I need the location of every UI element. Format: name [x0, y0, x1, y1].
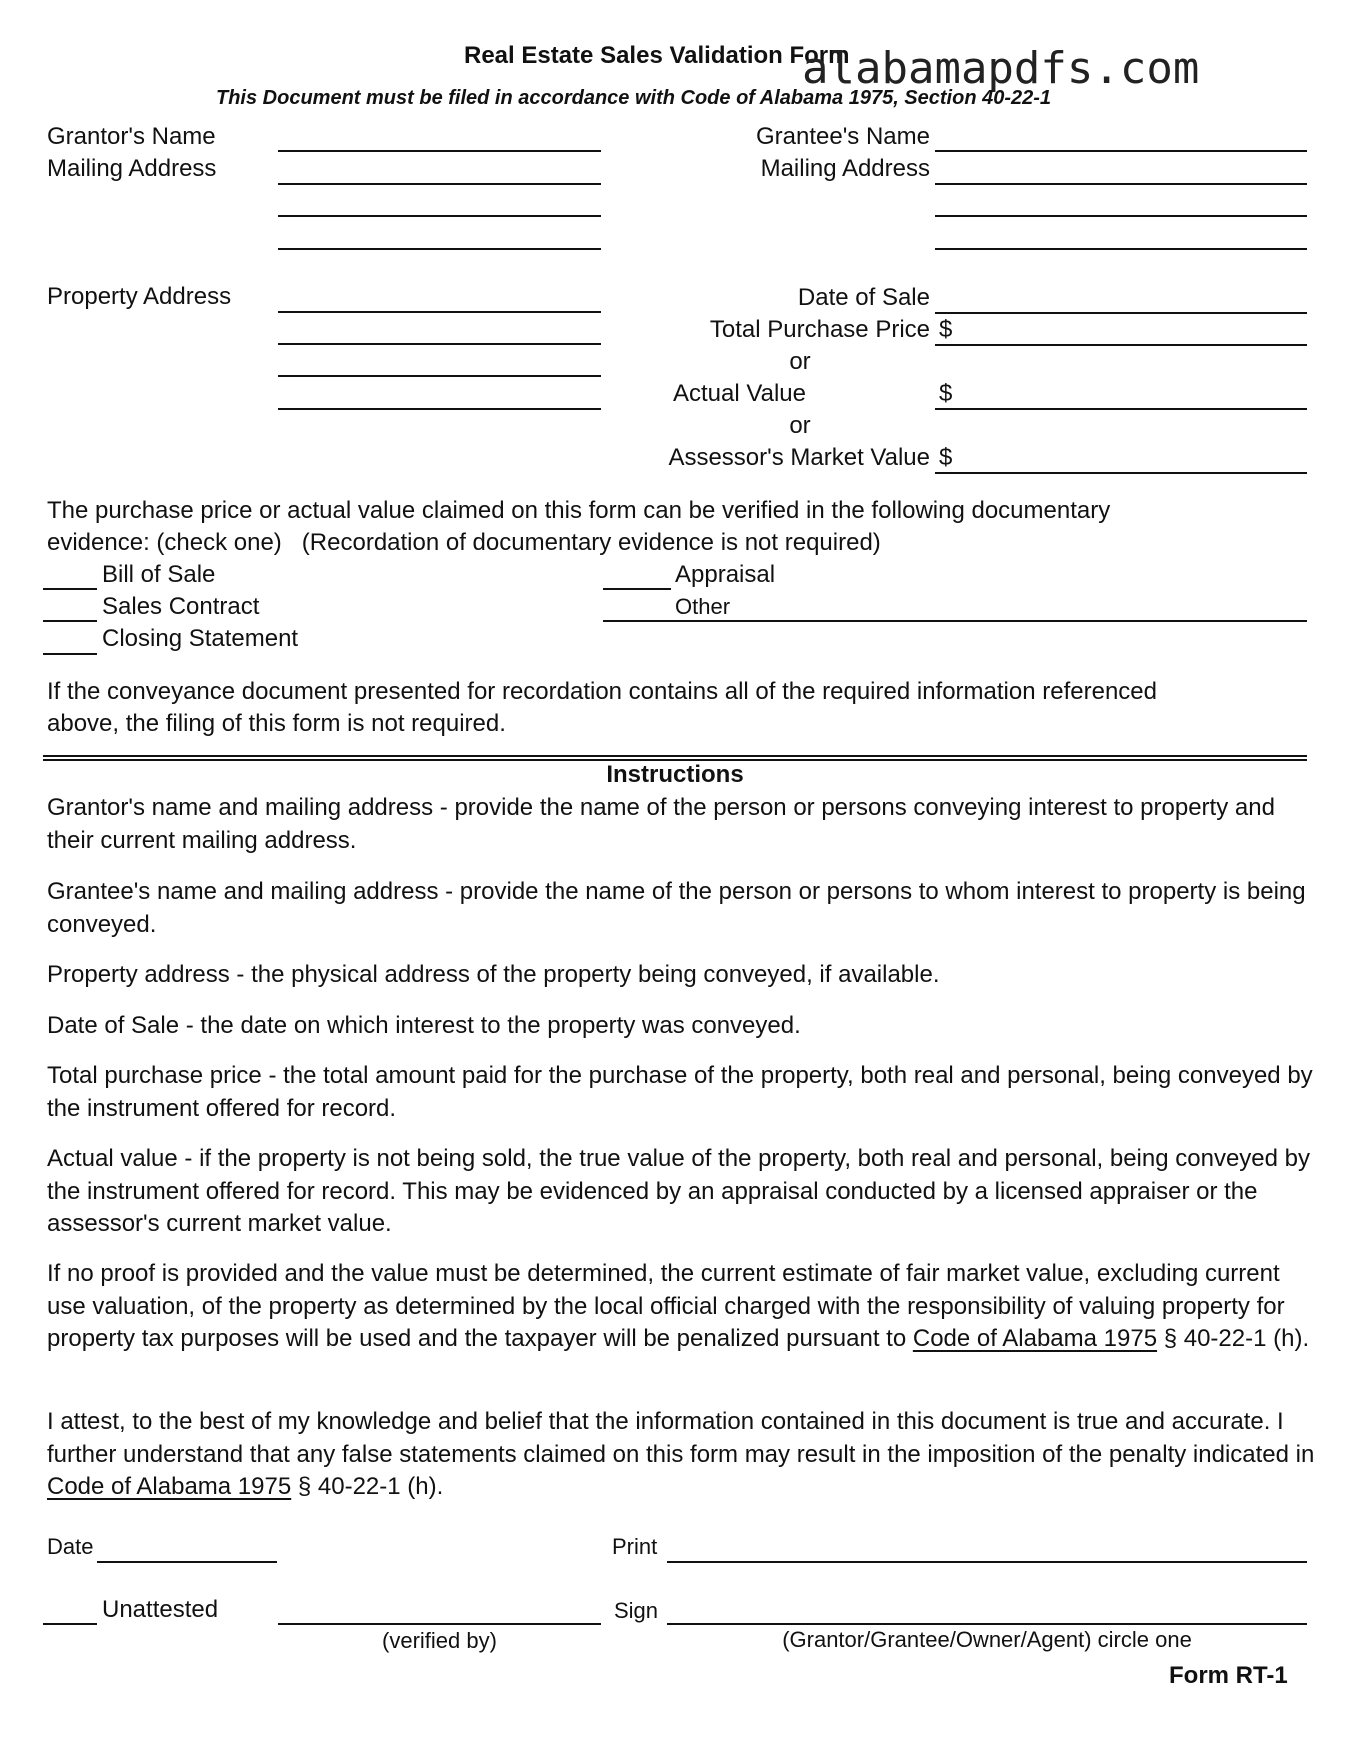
no-proof-text: If no proof is provided and the value must be determined, the current estimate of fair market value, excluding current use valuation, of the property as determined by the local official charged with the responsibility of valuing property for property tax purposes will be used and the taxpayer will be penalized pursuant to — [47, 1260, 1285, 1352]
grantor-mailing-field-2[interactable] — [278, 215, 601, 217]
other-specify-field[interactable] — [671, 620, 1307, 622]
print-label: Print — [612, 1534, 658, 1559]
grantor-name-field[interactable] — [278, 150, 601, 152]
instructions-heading: Instructions — [606, 761, 744, 788]
purchase-price-dollar: $ — [939, 316, 953, 343]
no-proof-section: § 40-22-1 (h). — [1163, 1325, 1310, 1352]
or-separator-2: or — [789, 412, 811, 439]
bill-of-sale-label: Bill of Sale — [102, 561, 216, 588]
grantor-name-label: Grantor's Name — [47, 123, 216, 150]
grantee-mailing-label: Mailing Address — [760, 155, 930, 182]
other-label: Other — [675, 594, 731, 619]
unattested-checkbox[interactable] — [43, 1623, 97, 1625]
property-address-field-2[interactable] — [278, 343, 601, 345]
actual-value-dollar: $ — [939, 380, 953, 407]
signature-field[interactable] — [667, 1623, 1307, 1625]
actual-value-field[interactable] — [935, 408, 1307, 410]
instruction-grantor: Grantor's name and mailing address - provide the name of the person or persons conveying interest to property and their current mailing address. — [47, 794, 1275, 854]
total-purchase-price-label: Total Purchase Price — [709, 316, 930, 343]
assessor-value-field[interactable] — [935, 472, 1307, 474]
attestation — [47, 1406, 1317, 1504]
date-of-sale-field[interactable] — [935, 312, 1307, 314]
closing-statement-label: Closing Statement — [102, 625, 299, 652]
instruction-date-of-sale: Date of Sale - the date on which interest to the property was conveyed. — [47, 1012, 801, 1039]
closing-statement-checkbox[interactable] — [43, 653, 97, 655]
property-address-field-3[interactable] — [278, 375, 601, 377]
date-label: Date — [47, 1534, 94, 1559]
appraisal-checkbox[interactable] — [603, 588, 671, 590]
actual-value-label: Actual Value — [673, 380, 806, 407]
section-divider-top — [43, 755, 1307, 757]
grantee-name-label: Grantee's Name — [756, 123, 930, 150]
date-field[interactable] — [97, 1561, 277, 1563]
total-purchase-price-field[interactable] — [935, 344, 1307, 346]
grantee-mailing-field-3[interactable] — [935, 248, 1307, 250]
grantee-mailing-field-2[interactable] — [935, 215, 1307, 217]
sign-label: Sign — [614, 1598, 659, 1623]
instruction-grantee: Grantee's name and mailing address - provide the name of the person or persons to whom interest to property is being conveyed. — [47, 878, 1306, 938]
property-address-field-4[interactable] — [278, 408, 601, 410]
appraisal-label: Appraisal — [675, 561, 776, 588]
evidence-text-line1: The purchase price or actual value claimed on this form can be verified in the following documentary — [47, 497, 1111, 524]
sales-contract-label: Sales Contract — [102, 593, 260, 620]
sales-contract-checkbox[interactable] — [43, 620, 97, 622]
grantee-mailing-field-1[interactable] — [935, 183, 1307, 185]
form-id: Form RT-1 — [1169, 1662, 1288, 1689]
property-address-label: Property Address — [47, 283, 232, 310]
instruction-property-address: Property address - the physical address of the property being conveyed, if available. — [47, 961, 940, 988]
unattested-label: Unattested — [102, 1596, 219, 1623]
bill-of-sale-checkbox[interactable] — [43, 588, 97, 590]
notice-line1: If the conveyance document presented for recordation contains all of the required information referenced — [47, 678, 1157, 705]
verified-by-label: (verified by) — [382, 1628, 497, 1653]
assessor-value-dollar: $ — [939, 444, 953, 471]
grantor-mailing-label: Mailing Address — [47, 155, 217, 182]
instruction-no-proof — [47, 1258, 1317, 1356]
print-name-field[interactable] — [667, 1561, 1307, 1563]
code-of-alabama-link-2[interactable]: Code of Alabama 1975 — [47, 1473, 292, 1500]
grantor-mailing-field-1[interactable] — [278, 183, 601, 185]
grantor-mailing-field-3[interactable] — [278, 248, 601, 250]
notice-line2: above, the filing of this form is not required. — [47, 710, 506, 737]
or-separator-1: or — [789, 348, 811, 375]
assessor-value-label: Assessor's Market Value — [668, 444, 930, 471]
evidence-text-line2: evidence: (check one) (Recordation of documentary evidence is not required) — [47, 529, 881, 556]
form-title: Real Estate Sales Validation Form — [464, 42, 850, 69]
instruction-total-purchase-price: Total purchase price - the total amount paid for the purchase of the property, both real and personal, being conveyed by the instrument offered for record. — [47, 1062, 1313, 1122]
role-circle-one-label: (Grantor/Grantee/Owner/Agent) circle one — [782, 1627, 1192, 1652]
grantee-name-field[interactable] — [935, 150, 1307, 152]
attestation-section: § 40-22-1 (h). — [297, 1473, 444, 1500]
form-subtitle: This Document must be filed in accordance with Code of Alabama 1975, Section 40-22-1 — [216, 87, 1052, 109]
date-of-sale-label: Date of Sale — [797, 284, 930, 311]
attestation-text: I attest, to the best of my knowledge and belief that the information contained in this document is true and accurate. I further understand that any false statements claimed on this form may result in the imposition of the penalty indicated in — [47, 1408, 1315, 1468]
code-of-alabama-link-1[interactable]: Code of Alabama 1975 — [912, 1325, 1158, 1352]
instruction-actual-value: Actual value - if the property is not being sold, the true value of the property, both real and personal, being conveyed by the instrument offered for record. This may be evidenced by an appraisal conducted by a licensed appraiser or the assessor's current market value. — [47, 1145, 1310, 1237]
other-checkbox[interactable] — [603, 620, 671, 622]
verified-by-field[interactable] — [278, 1623, 601, 1625]
watermark: alabamapdfs.com — [802, 43, 1200, 94]
property-address-field-1[interactable] — [278, 311, 601, 313]
